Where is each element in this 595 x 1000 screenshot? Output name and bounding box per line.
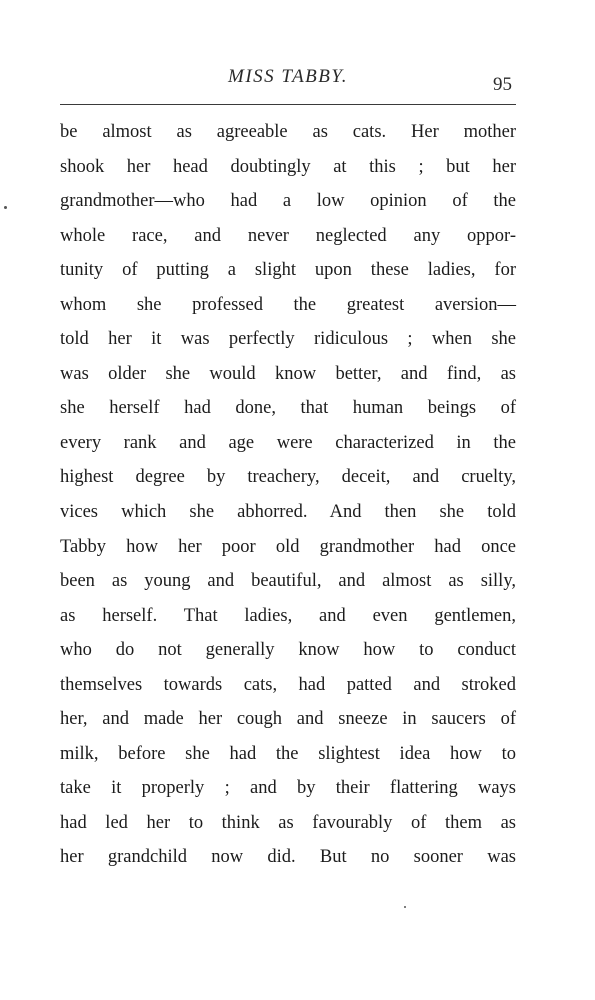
text-line: told her it was perfectly ridiculous ; when she (60, 329, 516, 350)
text-line: be almost as agreeable as cats. Her mother (60, 122, 516, 142)
running-head (60, 66, 516, 102)
text-line: take it properly ; and by their flattering ways (60, 778, 516, 799)
text-line: been as young and beautiful, and almost as silly, (60, 571, 516, 592)
text-line: was older she would know better, and find, as (60, 363, 516, 384)
text-line: every rank and age were characterized in the (60, 432, 516, 453)
running-title: MISS TABBY. (228, 66, 348, 87)
text-line: tunity of putting a slight upon these ladies, for (60, 260, 516, 281)
text-line: had led her to think as favourably of them as (60, 812, 516, 833)
text-line: as herself. That ladies, and even gentlemen, (60, 605, 516, 626)
text-line: milk, before she had the slightest idea how to (60, 743, 516, 764)
text-line: her grandchild now did. But no sooner was (60, 847, 516, 868)
page-number: 95 (493, 74, 512, 95)
text-line: whom she professed the greatest aversion— (60, 294, 516, 315)
text-line: Tabby how her poor old grandmother had once (60, 536, 516, 557)
margin-speck (4, 206, 7, 209)
text-line: highest degree by treachery, deceit, and cruelty, (60, 467, 516, 488)
text-line: shook her head doubtingly at this ; but her (60, 156, 516, 177)
margin-speck (404, 906, 406, 908)
text-line: who do not generally know how to conduct (60, 640, 516, 661)
text-line: vices which she abhorred. And then she told (60, 502, 516, 523)
body-text (60, 115, 516, 875)
text-line: she herself had done, that human beings of (60, 398, 516, 419)
text-line: whole race, and never neglected any oppor- (60, 225, 516, 246)
header-rule (60, 104, 516, 105)
text-line: themselves towards cats, had patted and stroked (60, 674, 516, 695)
text-line: grandmother—who had a low opinion of the (60, 191, 516, 212)
text-line: her, and made her cough and sneeze in saucers of (60, 709, 516, 730)
